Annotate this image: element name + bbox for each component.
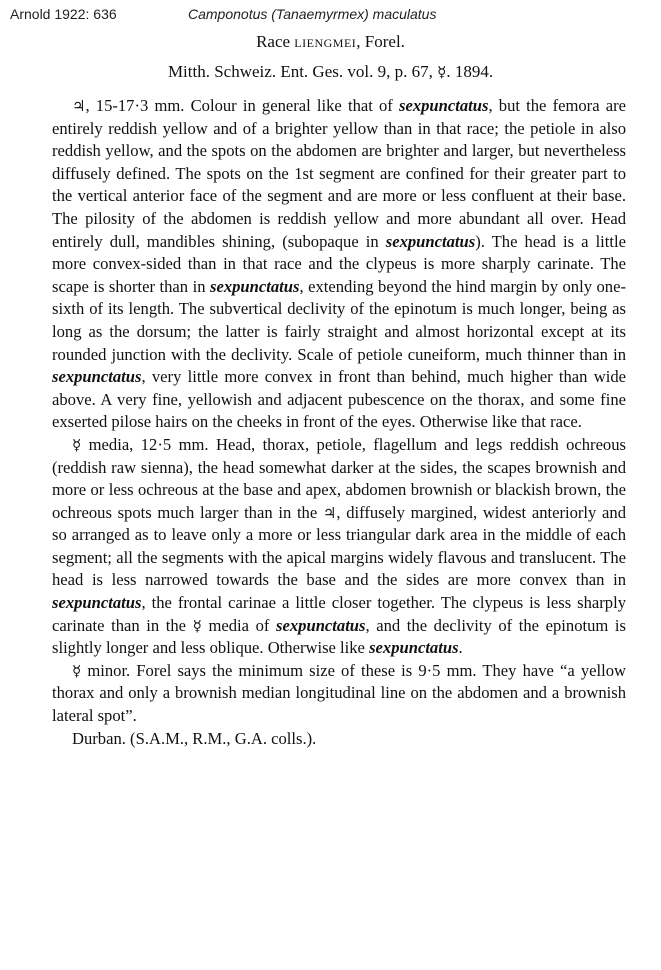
taxon-name: Camponotus (Tanaemyrmex) maculatus [188, 6, 437, 22]
species-ref: sexpunctatus [399, 96, 489, 115]
media-text-1: media, 12·5 mm. Head, thorax, petiole, flagellum and legs reddish ochreous (reddish raw sienna), the head somewhat darker at the sides, the scapes brownish and more or less ochreous at the base and apex, abdomen brownish or blackish brown, the ochreous spots much larger than in the [52, 434, 626, 522]
race-title [0, 32, 661, 52]
female-text-1: , 15-17·3 mm. Colour in general like that of [85, 96, 400, 115]
female-text-4: , extending beyond the hind margin by only one-sixth of its length. The subvertical declivity of the epinotum is much longer, being as long as the dorsum; the latter is fairly straight and almost horizontal except at its rounded junction with the declivity. Scale of petiole cuneiform, much thinner than in [52, 276, 626, 364]
media-text-2: , diffusely margined, widest anteriorly and so arranged as to leave only a more or less triangular dark area in the middle of each segment; all the segments with the apical margins widely flavous and translucent. The head is less narrowed towards the base and the sides are more convex than in [52, 502, 626, 590]
female-text-3: ). The head is a little more convex-sided than in that race and the clypeus is more sharply carinate. The scape is shorter than in [52, 231, 626, 296]
page-header [10, 6, 651, 26]
female-text-5: , very little more convex in front than behind, much higher than wide above. A very fine, yellowish and adjacent pubescence on the thorax, and some fine exserted pilose hairs on the cheeks in front of the eyes. Otherwise like that race. [52, 367, 626, 432]
media-text-4: media of [201, 615, 277, 635]
species-ref: sexpunctatus [276, 615, 366, 635]
female-paragraph [52, 95, 626, 434]
species-ref: sexpunctatus [52, 593, 142, 613]
minor-text-1: minor. Forel says the minimum size of these is 9·5 mm. They have “a yellow thorax and only a brownish median longitudinal line on the abdomen and a brownish lateral spot”. [52, 660, 626, 726]
citation-line [0, 62, 661, 82]
citation-text-after: . 1894. [446, 62, 494, 81]
race-name: liengmei [294, 32, 357, 51]
species-ref: sexpunctatus [52, 367, 142, 387]
source-reference: Arnold 1922: 636 [10, 6, 117, 22]
media-paragraph [52, 434, 626, 660]
media-text-3: , the frontal carinae a little closer together. The clypeus is less sharply carinate than in the [52, 593, 626, 635]
description-body [52, 95, 626, 750]
female-symbol-icon: ♃ [72, 97, 86, 115]
worker-symbol-icon: ☿ [72, 661, 82, 680]
species-ref: sexpunctatus [385, 231, 476, 251]
citation-text-before: Mitth. Schweiz. Ent. Ges. vol. 9, p. 67, [167, 62, 438, 81]
media-text-5: , and the declivity of the epinotum is slightly longer and less oblique. Otherwise like [52, 615, 626, 658]
media-text-6: . [458, 638, 463, 658]
locality-text: Durban. (S.A.M., R.M., G.A. colls.). [72, 728, 317, 748]
race-author: , Forel. [356, 32, 405, 51]
race-prefix: Race [256, 32, 291, 51]
female-text-2: , but the femora are entirely reddish yellow and of a brighter yellow than in that race; the petiole in also reddish yellow, and the spots on the abdomen are brighter and larger, but nevertheless diffusely defined. The spots on the 1st segment are confined for their greater part to the vertical anterior face of the segment and are more or less confluent at their base. The pilosity of the abdomen is reddish yellow and more abundant all over. Head entirely dull, mandibles shining, (subopaque in [52, 96, 626, 251]
worker-symbol-icon: ☿ [72, 435, 82, 454]
worker-symbol-icon: ☿ [437, 63, 447, 81]
female-symbol-icon: ♃ [322, 503, 337, 522]
minor-paragraph [52, 660, 626, 728]
worker-symbol-icon: ☿ [192, 616, 202, 635]
species-ref: sexpunctatus [210, 276, 300, 296]
locality-paragraph [52, 728, 626, 751]
species-ref: sexpunctatus [369, 638, 459, 658]
